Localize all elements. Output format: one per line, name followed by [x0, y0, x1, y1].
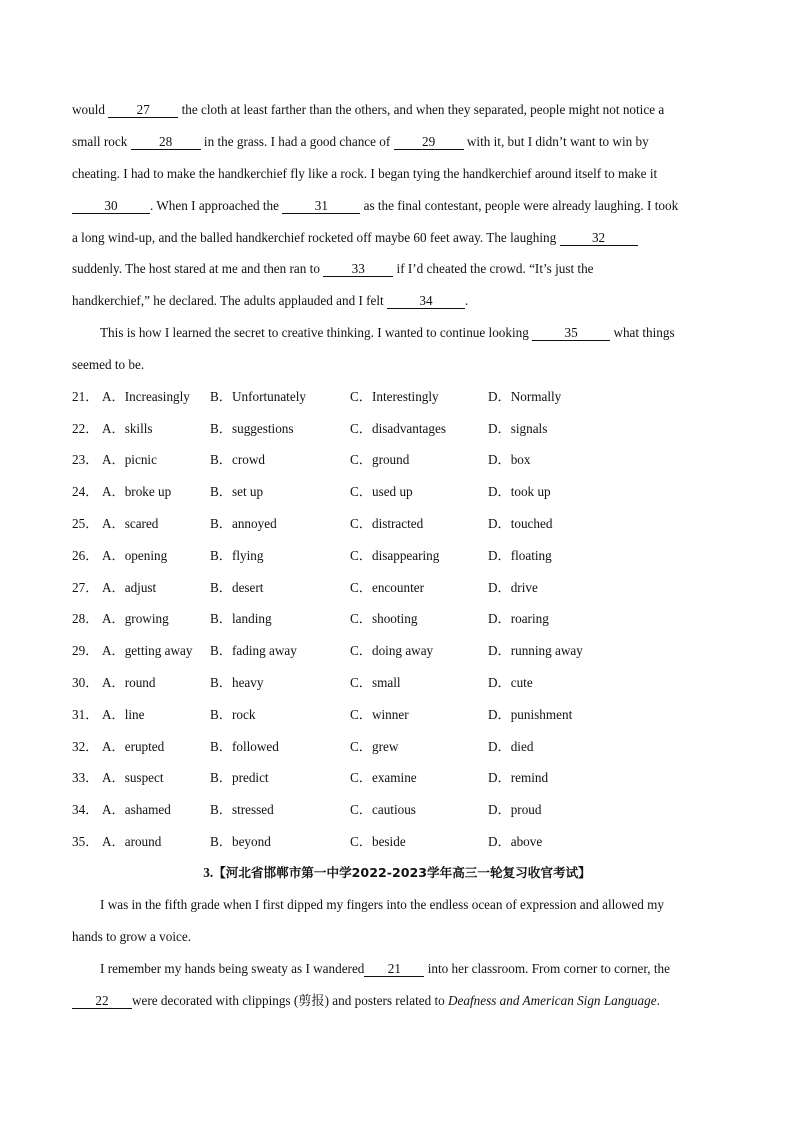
option-a[interactable]: A．adjust [102, 580, 157, 595]
option-b[interactable]: B．fading away [210, 643, 297, 658]
option-c[interactable]: C．ground [350, 452, 410, 467]
option-c[interactable]: C．distracted [350, 516, 424, 531]
blank-28[interactable]: 28 [131, 134, 201, 150]
option-a[interactable]: A．ashamed [102, 802, 171, 817]
option-d[interactable]: D．died [488, 739, 534, 754]
passage-line-3: cheating. I had to make the handkerchief fly like a rock. I began tying the handkerchief around itself to make it [72, 166, 658, 181]
section3-line-3: I remember my hands being sweaty as I wandered 21 into her classroom. From corner to corner, the [100, 961, 670, 976]
option-c[interactable]: C．disappearing [350, 548, 440, 563]
question-number: 26． [72, 548, 99, 563]
passage-line-6: suddenly. The host stared at me and then ran to 33 if I’d cheated the crowd. “It’s just the [72, 261, 594, 276]
question-number: 24． [72, 484, 99, 499]
option-d[interactable]: D．punishment [488, 707, 573, 722]
passage-line-7: handkerchief,” he declared. The adults applauded and I felt 34 . [72, 293, 469, 308]
option-b[interactable]: B．rock [210, 707, 256, 722]
section3-line-4: 22 were decorated with clippings (剪报) and posters related to Deafness and American Sign Language. [72, 991, 660, 1011]
option-a[interactable]: A．line [102, 707, 145, 722]
option-d[interactable]: D．signals [488, 421, 548, 436]
option-b[interactable]: B．landing [210, 611, 272, 626]
blank-29[interactable]: 29 [394, 134, 464, 150]
section3-line-1: I was in the fifth grade when I first dipped my fingers into the endless ocean of expression and allowed my [100, 897, 664, 912]
passage-line-1: would 27 the cloth at least farther than the others, and when they separated, people might not notice a [72, 102, 665, 117]
option-d[interactable]: D．floating [488, 548, 552, 563]
option-b[interactable]: B．desert [210, 580, 264, 595]
question-number: 29． [72, 643, 99, 658]
blank-31[interactable]: 31 [282, 198, 360, 214]
section3-line-2: hands to grow a voice. [72, 929, 192, 944]
option-a[interactable]: A．scared [102, 516, 159, 531]
option-d[interactable]: D．cute [488, 675, 533, 690]
question-number: 27． [72, 580, 99, 595]
question-number: 21． [72, 389, 99, 404]
question-number: 23． [72, 452, 99, 467]
option-c[interactable]: C．small [350, 675, 401, 690]
option-c[interactable]: C．beside [350, 834, 406, 849]
option-d[interactable]: D．roaring [488, 611, 549, 626]
section-source: 【河北省邯郸市第一中学2022-2023学年高三一轮复习收官考试】 [213, 865, 591, 880]
option-d[interactable]: D．proud [488, 802, 542, 817]
option-b[interactable]: B．followed [210, 739, 279, 754]
option-c[interactable]: C．Interestingly [350, 389, 439, 404]
option-b[interactable]: B．Unfortunately [210, 389, 306, 404]
option-a[interactable]: A．Increasingly [102, 389, 190, 404]
option-d[interactable]: D．took up [488, 484, 551, 499]
option-c[interactable]: C．disadvantages [350, 421, 446, 436]
passage-line-9: seemed to be. [72, 357, 145, 372]
option-a[interactable]: A．erupted [102, 739, 165, 754]
option-c[interactable]: C．examine [350, 770, 417, 785]
option-a[interactable]: A．suspect [102, 770, 164, 785]
option-b[interactable]: B．flying [210, 548, 264, 563]
option-b[interactable]: B．annoyed [210, 516, 277, 531]
option-b[interactable]: B．crowd [210, 452, 265, 467]
option-b[interactable]: B．set up [210, 484, 264, 499]
option-b[interactable]: B．heavy [210, 675, 264, 690]
passage-line-4: 30 . When I approached the 31 as the final contestant, people were already laughing. I took [72, 196, 678, 216]
option-a[interactable]: A．skills [102, 421, 153, 436]
option-c[interactable]: C．encounter [350, 580, 424, 595]
option-d[interactable]: D．drive [488, 580, 538, 595]
blank-33[interactable]: 33 [323, 261, 393, 277]
option-c[interactable]: C．doing away [350, 643, 434, 658]
blank-32[interactable]: 32 [560, 230, 638, 246]
option-d[interactable]: D．remind [488, 770, 549, 785]
question-number: 34． [72, 802, 99, 817]
question-number: 31． [72, 707, 99, 722]
option-c[interactable]: C．shooting [350, 611, 418, 626]
option-a[interactable]: A．round [102, 675, 156, 690]
question-number: 28． [72, 611, 99, 626]
option-c[interactable]: C．used up [350, 484, 413, 499]
italic-title: Deafness and American Sign Language [448, 993, 657, 1008]
section-title [0, 863, 794, 883]
option-d[interactable]: D．above [488, 834, 543, 849]
option-b[interactable]: B．predict [210, 770, 269, 785]
question-number: 25． [72, 516, 99, 531]
question-number: 33． [72, 770, 99, 785]
question-number: 30． [72, 675, 99, 690]
passage-line-2: small rock 28 in the grass. I had a good chance of 29 with it, but I didn’t want to win by [72, 134, 649, 149]
question-number: 22． [72, 421, 99, 436]
section-number: 3. [203, 865, 214, 880]
blank-21[interactable]: 21 [364, 961, 424, 977]
option-b[interactable]: B．beyond [210, 834, 271, 849]
option-d[interactable]: D．box [488, 452, 531, 467]
blank-30[interactable]: 30 [72, 198, 150, 214]
blank-27[interactable]: 27 [108, 102, 178, 118]
option-d[interactable]: D．touched [488, 516, 553, 531]
question-number: 35． [72, 834, 99, 849]
blank-22[interactable]: 22 [72, 993, 132, 1009]
option-d[interactable]: D．Normally [488, 389, 562, 404]
option-b[interactable]: B．stressed [210, 802, 274, 817]
option-a[interactable]: A．getting away [102, 643, 193, 658]
option-c[interactable]: C．winner [350, 707, 409, 722]
blank-34[interactable]: 34 [387, 293, 465, 309]
option-a[interactable]: A．opening [102, 548, 168, 563]
option-a[interactable]: A．picnic [102, 452, 157, 467]
option-c[interactable]: C．cautious [350, 802, 416, 817]
option-a[interactable]: A．broke up [102, 484, 172, 499]
question-number: 32． [72, 739, 99, 754]
option-a[interactable]: A．growing [102, 611, 169, 626]
blank-35[interactable]: 35 [532, 325, 610, 341]
passage-line-8: This is how I learned the secret to creative thinking. I wanted to continue looking 35 what things [100, 325, 675, 340]
passage-line-5: a long wind-up, and the balled handkerchief rocketed off maybe 60 feet away. The laughing 32 [72, 228, 638, 248]
option-b[interactable]: B．suggestions [210, 421, 294, 436]
option-a[interactable]: A．around [102, 834, 162, 849]
option-c[interactable]: C．grew [350, 739, 399, 754]
option-d[interactable]: D．running away [488, 643, 583, 658]
